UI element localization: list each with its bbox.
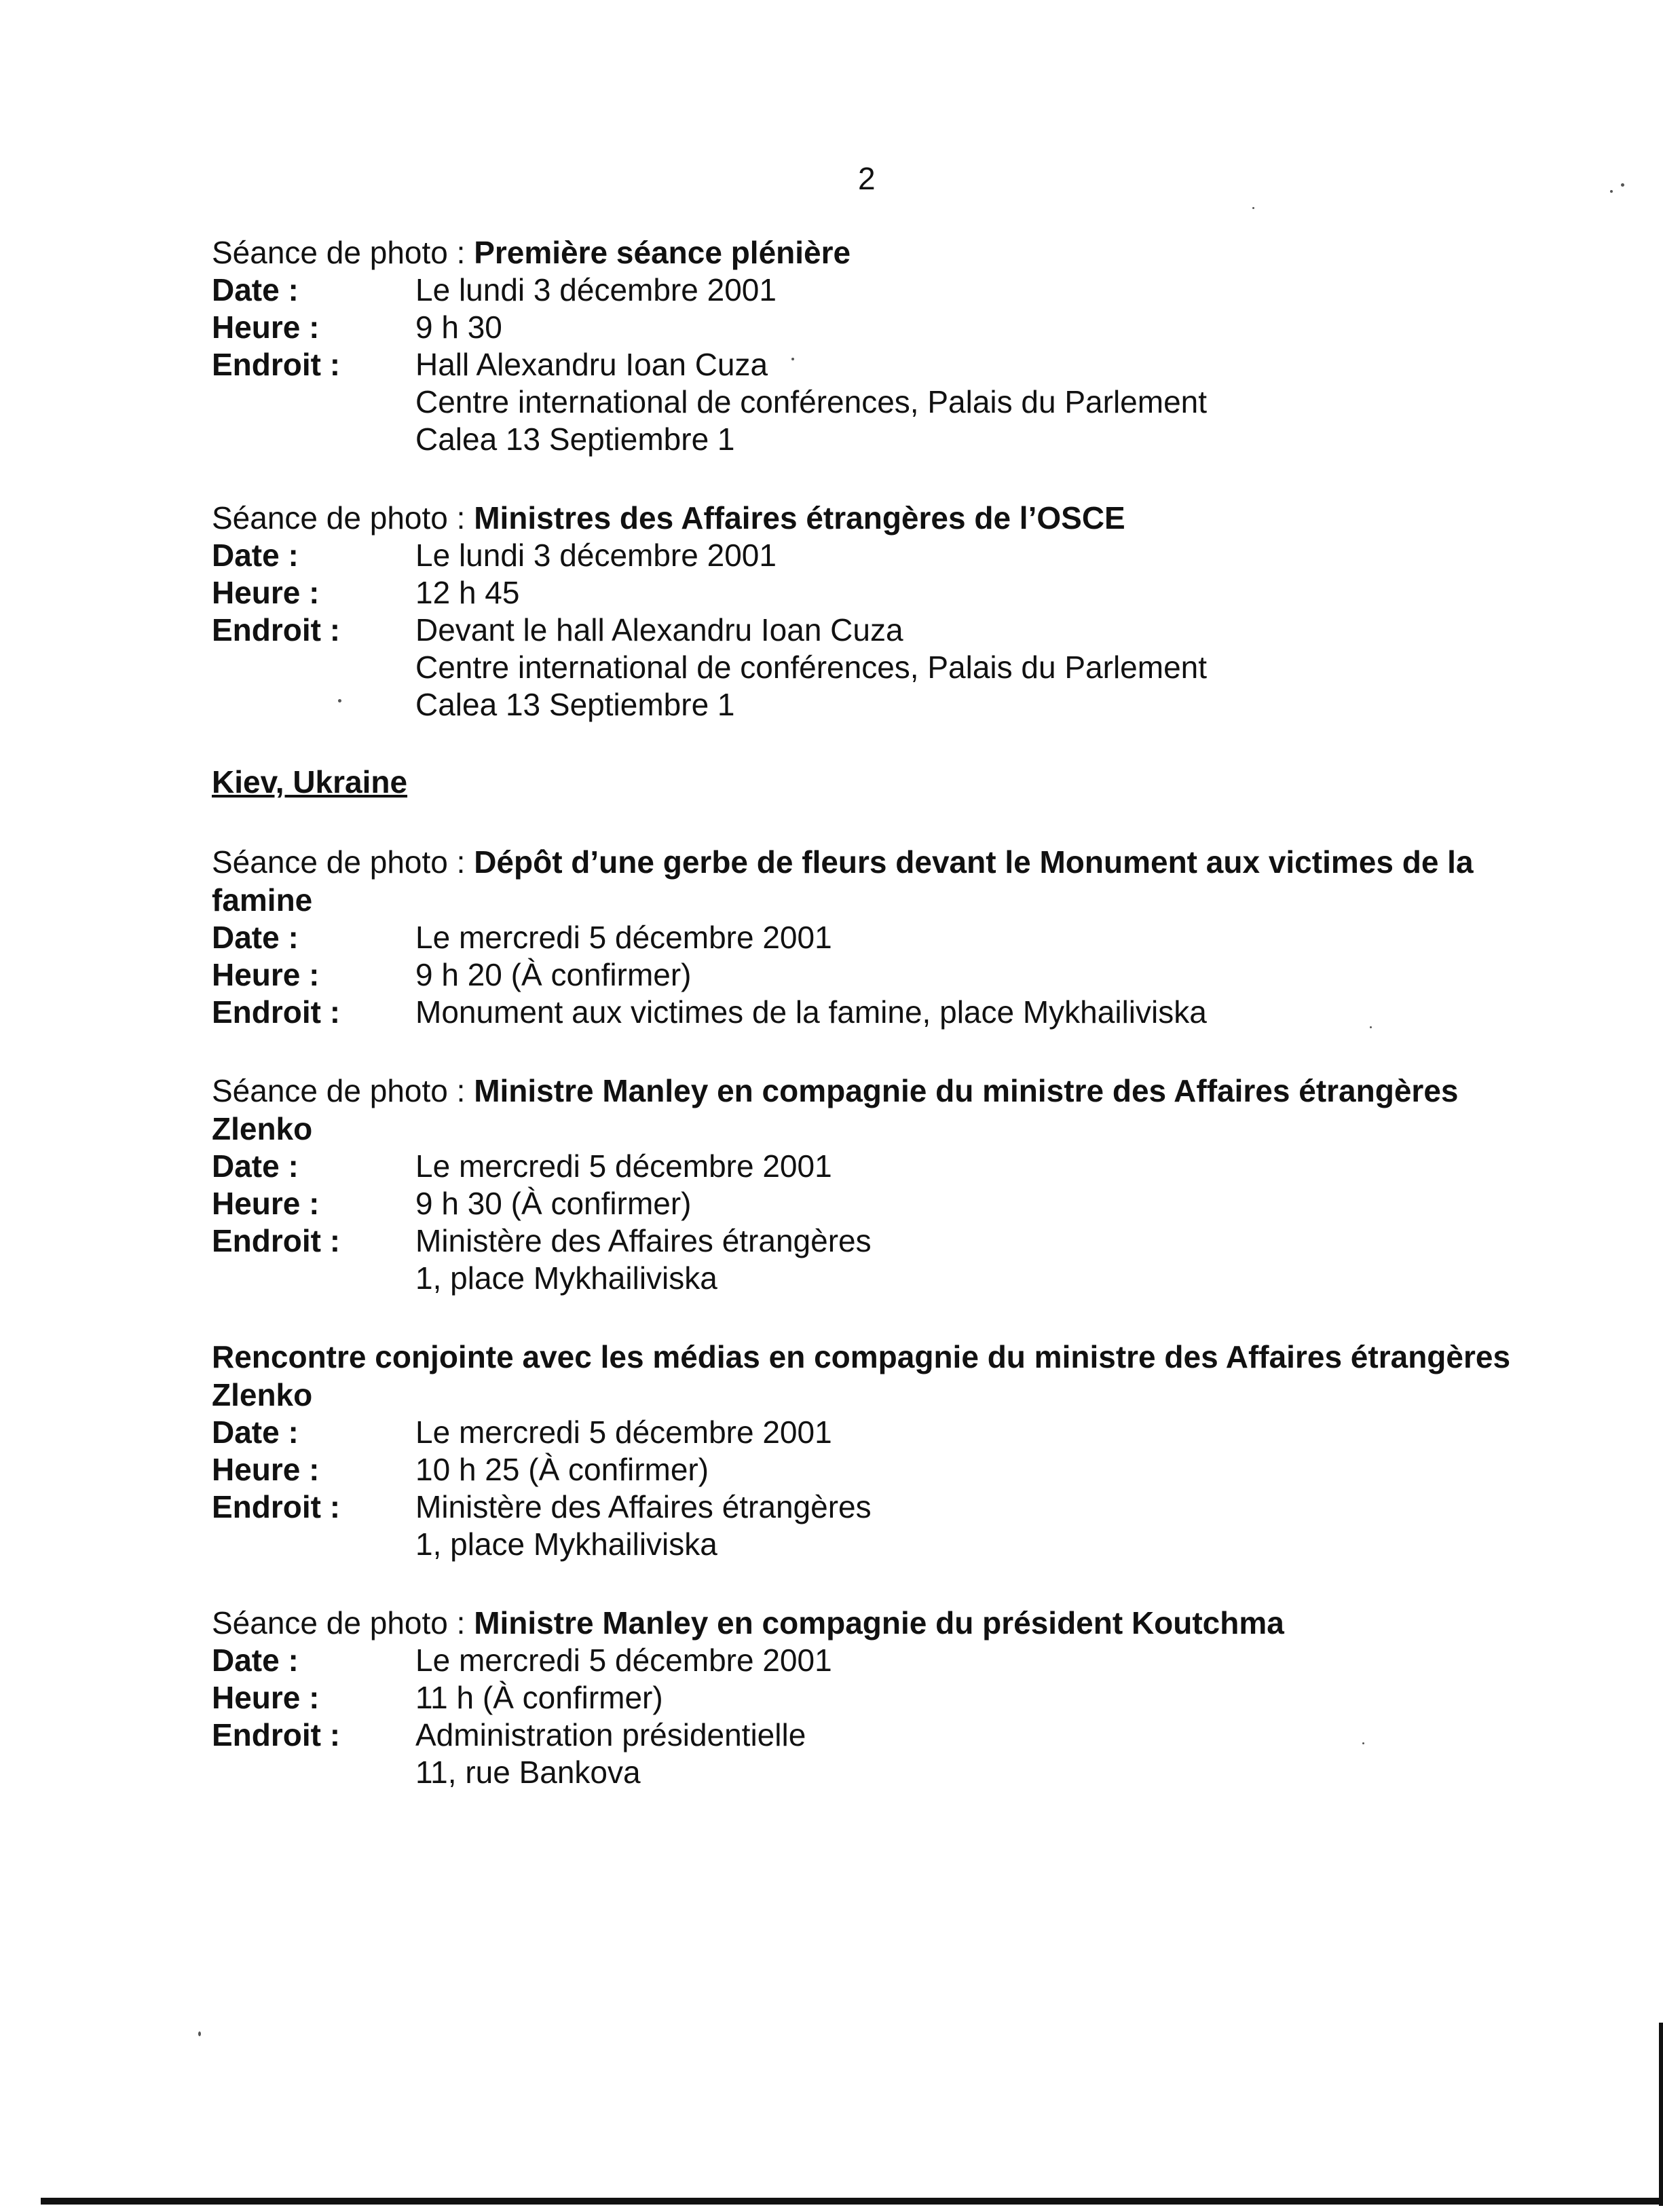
section-heading-kiev: Kiev, Ukraine <box>212 764 408 800</box>
page-number: 2 <box>858 161 876 196</box>
place-row <box>212 1526 1535 1563</box>
time-label: Heure : <box>212 1186 320 1221</box>
place-row <box>212 1488 1535 1526</box>
event-title <box>212 233 1535 271</box>
time-value: 12 h 45 <box>415 575 520 610</box>
scan-speck <box>198 2031 201 2036</box>
event-type-label: Séance de photo : <box>212 235 474 270</box>
place-value: Administration présidentielle <box>415 1717 806 1752</box>
place-value: Centre international de conférences, Palais du Parlement <box>415 384 1208 419</box>
place-value: Calea 13 Septiembre 1 <box>415 421 735 457</box>
place-row <box>212 686 1535 724</box>
place-row <box>212 994 1535 1031</box>
place-row <box>212 1717 1535 1754</box>
date-value: Le mercredi 5 décembre 2001 <box>415 1414 832 1450</box>
event-title-text: Ministres des Affaires étrangères de l’OSCE <box>474 500 1125 536</box>
time-label: Heure : <box>212 1680 320 1715</box>
place-label: Endroit : <box>212 612 341 648</box>
event-type-label: Séance de photo : <box>212 1073 474 1108</box>
date-label: Date : <box>212 538 299 573</box>
place-value: Ministère des Affaires étrangères <box>415 1489 872 1524</box>
schedule-content <box>212 233 1535 1832</box>
time-row <box>212 1451 1535 1488</box>
place-value: Monument aux victimes de la famine, place Mykhailiviska <box>415 994 1207 1030</box>
time-value: 9 h 30 (À confirmer) <box>415 1186 692 1221</box>
scan-speck <box>1610 190 1613 193</box>
event-block <box>212 233 1535 458</box>
date-row <box>212 271 1535 309</box>
place-label <box>212 383 415 421</box>
date-value: Le mercredi 5 décembre 2001 <box>415 920 832 955</box>
events-group-kiev <box>212 843 1535 1791</box>
place-value: Devant le hall Alexandru Ioan Cuza <box>415 612 903 648</box>
place-label <box>212 649 415 686</box>
date-row <box>212 1642 1535 1679</box>
place-row <box>212 649 1535 686</box>
time-label: Heure : <box>212 310 320 345</box>
place-label <box>212 1260 415 1297</box>
date-label: Date : <box>212 1414 299 1450</box>
place-row <box>212 612 1535 649</box>
time-value: 9 h 20 (À confirmer) <box>415 957 692 992</box>
event-title <box>212 843 1535 919</box>
event-block <box>212 1072 1535 1297</box>
place-row <box>212 383 1535 421</box>
time-label: Heure : <box>212 957 320 992</box>
place-value: 1, place Mykhailiviska <box>415 1260 717 1296</box>
place-value: Hall Alexandru Ioan Cuza <box>415 347 768 382</box>
scan-speck <box>338 699 341 702</box>
date-label: Date : <box>212 272 299 307</box>
scan-edge-bottom <box>41 2198 1663 2205</box>
place-label: Endroit : <box>212 1223 341 1258</box>
event-title-text: Ministre Manley en compagnie du président Koutchma <box>474 1605 1284 1641</box>
scan-speck <box>1621 183 1624 187</box>
scan-speck <box>1252 207 1254 209</box>
place-value: Centre international de conférences, Palais du Parlement <box>415 650 1208 685</box>
event-title-text: Rencontre conjointe avec les médias en compagnie du ministre des Affaires étrangères Zlenko <box>212 1339 1511 1412</box>
place-label <box>212 421 415 458</box>
event-block <box>212 843 1535 1031</box>
time-label: Heure : <box>212 575 320 610</box>
event-title-text: Ministre Manley en compagnie du ministre des Affaires étrangères Zlenko <box>212 1073 1459 1146</box>
event-type-label: Séance de photo : <box>212 1605 474 1641</box>
event-title <box>212 1604 1535 1642</box>
place-row <box>212 1222 1535 1260</box>
place-value: 11, rue Bankova <box>415 1755 641 1790</box>
date-value: Le lundi 3 décembre 2001 <box>415 272 777 307</box>
event-type-label: Séance de photo : <box>212 844 474 880</box>
time-value: 10 h 25 (À confirmer) <box>415 1452 709 1487</box>
date-label: Date : <box>212 1643 299 1678</box>
place-value: Calea 13 Septiembre 1 <box>415 687 735 722</box>
event-title-text: Dépôt d’une gerbe de fleurs devant le Monument aux victimes de la famine <box>212 844 1474 918</box>
event-title <box>212 499 1535 537</box>
date-label: Date : <box>212 1148 299 1184</box>
event-type-label: Séance de photo : <box>212 500 474 536</box>
date-value: Le mercredi 5 décembre 2001 <box>415 1148 832 1184</box>
place-value: Ministère des Affaires étrangères <box>415 1223 872 1258</box>
place-row <box>212 1260 1535 1297</box>
place-label: Endroit : <box>212 1489 341 1524</box>
time-row <box>212 1185 1535 1222</box>
event-title <box>212 1072 1535 1148</box>
place-label: Endroit : <box>212 347 341 382</box>
scan-speck <box>1362 1742 1364 1744</box>
place-label: Endroit : <box>212 1717 341 1752</box>
event-block <box>212 1604 1535 1791</box>
scan-speck <box>1370 1026 1372 1028</box>
date-value: Le lundi 3 décembre 2001 <box>415 538 777 573</box>
time-row <box>212 1679 1535 1717</box>
date-row <box>212 537 1535 574</box>
place-value: 1, place Mykhailiviska <box>415 1526 717 1562</box>
time-value: 9 h 30 <box>415 310 502 345</box>
place-row <box>212 1754 1535 1791</box>
place-row <box>212 421 1535 458</box>
place-label <box>212 1754 415 1791</box>
place-label <box>212 686 415 724</box>
event-block <box>212 1338 1535 1563</box>
time-row <box>212 309 1535 346</box>
date-row <box>212 1148 1535 1185</box>
date-value: Le mercredi 5 décembre 2001 <box>415 1643 832 1678</box>
time-label: Heure : <box>212 1452 320 1487</box>
event-block <box>212 499 1535 724</box>
place-label <box>212 1526 415 1563</box>
date-label: Date : <box>212 920 299 955</box>
time-row <box>212 574 1535 612</box>
event-title-text: Première séance plénière <box>474 235 851 270</box>
place-label: Endroit : <box>212 994 341 1030</box>
date-row <box>212 1414 1535 1451</box>
scan-edge-right <box>1659 2023 1663 2206</box>
date-row <box>212 919 1535 956</box>
events-group-bucharest <box>212 233 1535 724</box>
event-title <box>212 1338 1535 1414</box>
time-row <box>212 956 1535 994</box>
time-value: 11 h (À confirmer) <box>415 1680 663 1715</box>
scan-speck <box>791 358 794 360</box>
place-row <box>212 346 1535 383</box>
